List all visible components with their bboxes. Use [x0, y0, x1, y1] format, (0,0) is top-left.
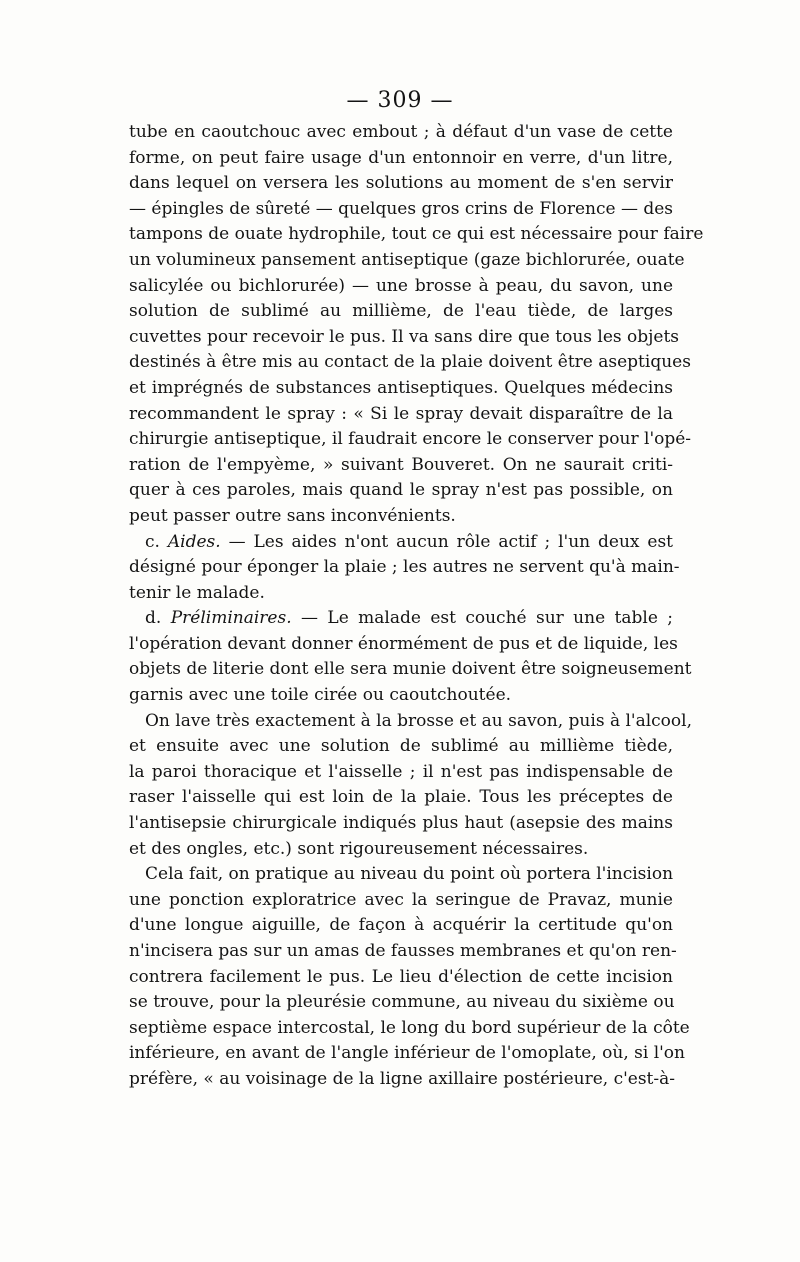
text-line: préfère, « au voisinage de la ligne axillaire postérieure, c'est-à-: [129, 1068, 676, 1089]
section-text: — Les aides n'ont aucun rôle actif ; l'un deux est: [228, 531, 674, 552]
text-line: tenir le malade.: [129, 582, 265, 603]
section-heading-preliminaires: Préliminaires.: [170, 608, 292, 629]
text-line: septième espace intercostal, le long du bord supérieur de la côte: [129, 1017, 690, 1038]
text-line: tube en caoutchouc avec embout ; à défaut d'un vase de cette: [129, 122, 673, 142]
text-line: garnis avec une toile cirée ou caoutchoutée.: [129, 685, 512, 706]
text-line: solution de sublimé au millième, de l'eau tiède, de larges: [129, 301, 673, 322]
text-line: quer à ces paroles, mais quand le spray n'est pas possible, on: [129, 480, 673, 501]
text-line: Cela fait, on pratique au niveau du point où portera l'incision: [145, 864, 674, 885]
text-line: et imprégnés de substances antiseptiques. Quelques médecins: [129, 377, 673, 398]
text-line: d'une longue aiguille, de façon à acquérir la certitude qu'on: [129, 915, 673, 936]
section-prefix: d.: [145, 608, 162, 629]
text-line: et des ongles, etc.) sont rigoureusement nécessaires.: [129, 838, 589, 859]
text-line: désigné pour éponger la plaie ; les autres ne servent qu'à main-: [129, 557, 680, 578]
text-line: tampons de ouate hydrophile, tout ce qui est nécessaire pour faire: [129, 224, 704, 245]
text-line: dans lequel on versera les solutions au moment de s'en servir: [129, 173, 673, 194]
text-line: recommandent le spray : « Si le spray devait disparaître de la: [129, 403, 673, 424]
section-line-preliminaires: [129, 606, 673, 632]
text-line: salicylée ou bichlorurée) — une brosse à peau, du savon, une: [129, 275, 673, 296]
text-line: la paroi thoracique et l'aisselle ; il n'est pas indispensable de: [129, 761, 673, 782]
section-heading-aides: Aides.: [167, 531, 221, 552]
text-line: n'incisera pas sur un amas de fausses membranes et qu'on ren-: [129, 941, 677, 961]
section-prefix: c.: [145, 531, 160, 552]
text-line: destinés à être mis au contact de la plaie doivent être aseptiques: [129, 352, 691, 373]
section-text: — Le malade est couché sur une table ;: [301, 608, 673, 629]
section-line-aides: [129, 530, 673, 556]
text-line: inférieure, en avant de l'angle inférieur de l'omoplate, où, si l'on: [129, 1043, 685, 1064]
text-line: ration de l'empyème, » suivant Bouveret. On ne saurait criti-: [129, 454, 673, 475]
text-line: raser l'aisselle qui est loin de la plaie. Tous les préceptes de: [129, 787, 673, 808]
text-line: une ponction exploratrice avec la seringue de Pravaz, munie: [129, 889, 673, 910]
text-line: se trouve, pour la pleurésie commune, au niveau du sixième ou: [129, 992, 675, 1013]
text-line: — épingles de sûreté — quelques gros crins de Florence — des: [129, 198, 674, 219]
text-line: contrera facilement le pus. Le lieu d'élection de cette incision: [129, 966, 673, 987]
text-line: objets de literie dont elle sera munie doivent être soigneusement: [129, 659, 692, 680]
text-line: et ensuite avec une solution de sublimé au millième tiède,: [129, 736, 673, 757]
text-line: chirurgie antiseptique, il faudrait encore le conserver pour l'opé-: [129, 429, 692, 450]
text-line: On lave très exactement à la brosse et au savon, puis à l'alcool,: [145, 710, 692, 731]
text-line: forme, on peut faire usage d'un entonnoir en verre, d'un litre,: [129, 147, 673, 168]
text-line: l'opération devant donner énormément de pus et de liquide, les: [129, 633, 678, 654]
page-number: — 309 —: [346, 88, 454, 113]
text-line: un volumineux pansement antiseptique (gaze bichlorurée, ouate: [129, 249, 685, 270]
body-text: [129, 120, 704, 1093]
text-line: cuvettes pour recevoir le pus. Il va sans dire que tous les objets: [129, 326, 680, 347]
text-line: l'antisepsie chirurgicale indiqués plus haut (asepsie des mains: [129, 813, 673, 834]
text-line: peut passer outre sans inconvénients.: [129, 505, 456, 526]
